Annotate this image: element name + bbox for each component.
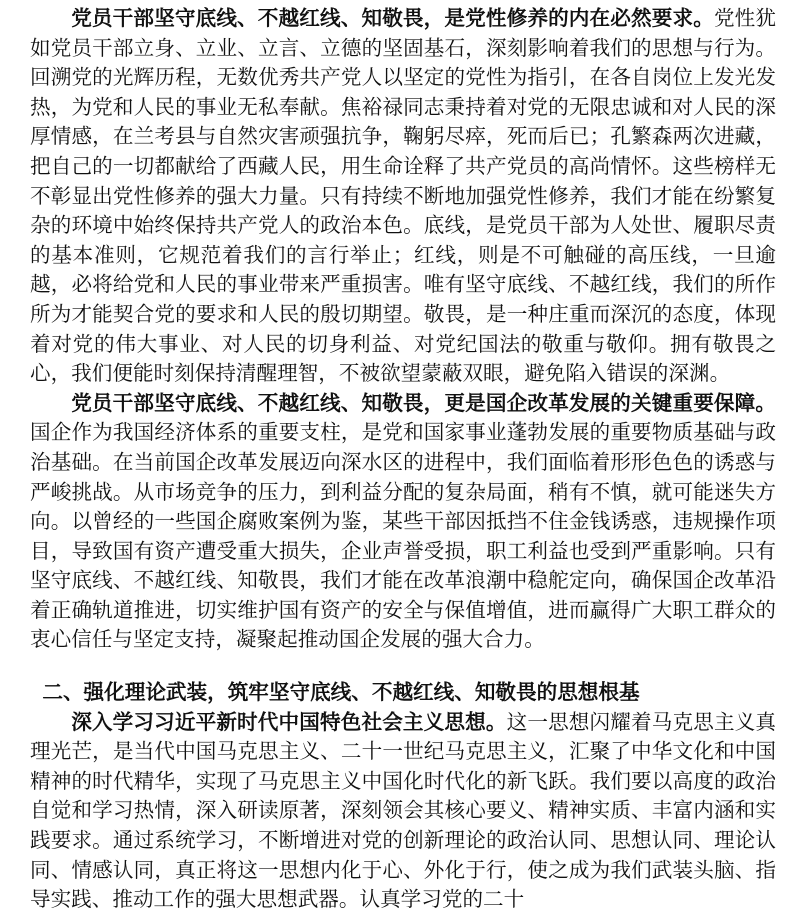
paragraph-1-body: 党性犹如党员干部立身、立业、立言、立德的坚固基石，深刻影响着我们的思想与行为。回溯党的光辉历程，无数优秀共产党人以坚定的党性为指引，在各自岗位上发光发热，为党和人民的事业无私奉献。焦裕禄同志秉持着对党的无限忠诚和对人民的深厚情感，在兰考县与自然灾害顽强抗争，鞠躬尽瘁，死而后已；孔繁森两次进藏，把自己的一切都献给了西藏人民，用生命诠释了共产党员的高尚情怀。这些榜样无不彰显出党性修养的强大力量。只有持续不断地加强党性修养，我们才能在纷繁复杂的环境中始终保持共产党人的政治本色。底线，是党员干部为人处世、履职尽责的基本准则，它规范着我们的言行举止；红线，则是不可触碰的高压线，一旦逾越，必将给党和人民的事业带来严重损害。唯有坚守底线、不越红线，我们的所作所为才能契合党的要求和人民的殷切期望。敬畏，是一种庄重而深沉的态度，体现着对党的伟大事业、对人民的切身利益、对党纪国法的敬重与敬仰。拥有敬畏之心，我们便能时刻保持清醒理智，不被欲望蒙蔽双眼，避免陷入错误的深渊。 [30,6,776,386]
document-body [30,0,776,915]
paragraph-3-body: 这一思想闪耀着马克思主义真理光芒，是当代中国马克思主义、二十一世纪马克思主义，汇聚了中华文化和中国精神的时代精华，实现了马克思主义中国化时代化的新飞跃。我们要以高度的政治自觉和学习热情，深入研读原著，深刻领会其核心要义、精神实质、丰富内涵和实践要求。通过系统学习，不断增进对党的创新理论的政治认同、思想认同、理论认同、情感认同，真正将这一思想内化于心、外化于行，使之成为我们武装头脑、指导实践、推动工作的强大思想武器。认真学习党的二十 [30,709,777,912]
paragraph-2 [30,389,776,655]
paragraph-2-body: 国企作为我国经济体系的重要支柱，是党和国家事业蓬勃发展的重要物质基础与政治基础。在当前国企改革发展迈向深水区的进程中，我们面临着形形色色的诱惑与严峻挑战。从市场竞争的压力，到利益分配的复杂局面，稍有不慎，就可能迷失方向。以曾经的一些国企腐败案例为鉴，某些干部因抵挡不住金钱诱惑，违规操作项目，导致国有资产遭受重大损失，企业声誉受损，职工利益也受到严重影响。只有坚守底线、不越红线、知敬畏，我们才能在改革浪潮中稳舵定向，确保国企改革沿着正确轨道推进，切实维护国有资产的安全与保值增值，进而赢得广大职工群众的衷心信任与坚定支持，凝聚起推动国企发展的强大合力。 [30,420,776,652]
paragraph-2-lead: 党员干部坚守底线、不越红线、知敬畏，更是国企改革发展的关键重要保障。 [71,390,776,415]
paragraph-1-lead: 党员干部坚守底线、不越红线、知敬畏，是党性修养的内在必然要求。 [71,6,714,30]
paragraph-3 [30,708,776,915]
paragraph-1 [30,4,776,389]
paragraph-3-lead: 深入学习习近平新时代中国特色社会主义思想。 [71,709,507,734]
section-heading: 二、强化理论武装，筑牢坚守底线、不越红线、知敬畏的思想根基 [42,680,640,705]
